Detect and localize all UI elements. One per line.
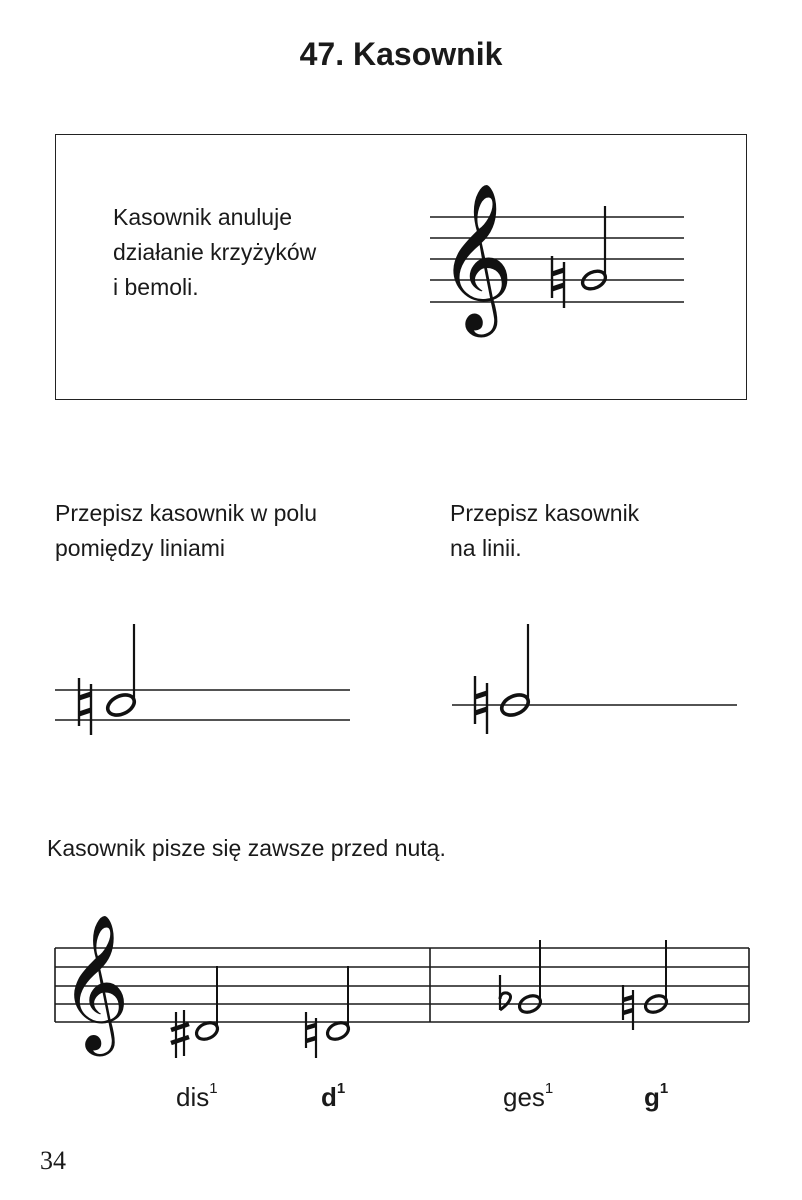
definition-line: działanie krzyżyków [113,239,317,265]
note-label-base: dis [176,1082,210,1112]
instruction-line: Przepisz kasownik [450,500,640,526]
note-label-ges1 [503,1082,553,1113]
note-label-base: ges [503,1082,545,1112]
note-label-octave: 1 [336,1080,346,1097]
page-number: 34 [40,1146,66,1175]
page-title: 47. Kasownik [299,36,503,72]
treble-clef-icon: 𝄞 [438,182,514,331]
rule-text: Kasownik pisze się zawsze przed nutą. [47,835,446,861]
instruction-line: Przepisz kasownik w polu [55,500,318,526]
instruction-line: na linii. [450,535,522,561]
note-label-base: g [644,1082,660,1112]
note-label-octave: 1 [544,1080,554,1097]
sharp-sign-icon [171,1010,189,1058]
treble-clef-icon: 𝄞 [60,912,130,1050]
note-label-g1 [644,1082,668,1113]
note-label-octave: 1 [659,1080,669,1097]
note-label-octave: 1 [209,1080,218,1097]
definition-line: i bemoli. [113,274,199,300]
instruction-line: pomiędzy liniami [55,535,226,561]
natural-sign-icon [623,985,633,1030]
note-label-base: d [321,1082,337,1112]
natural-sign-icon [306,1012,316,1058]
note-label-dis1 [176,1082,218,1113]
definition-line: Kasownik anuluje [113,204,293,230]
note-label-d1 [321,1082,345,1113]
